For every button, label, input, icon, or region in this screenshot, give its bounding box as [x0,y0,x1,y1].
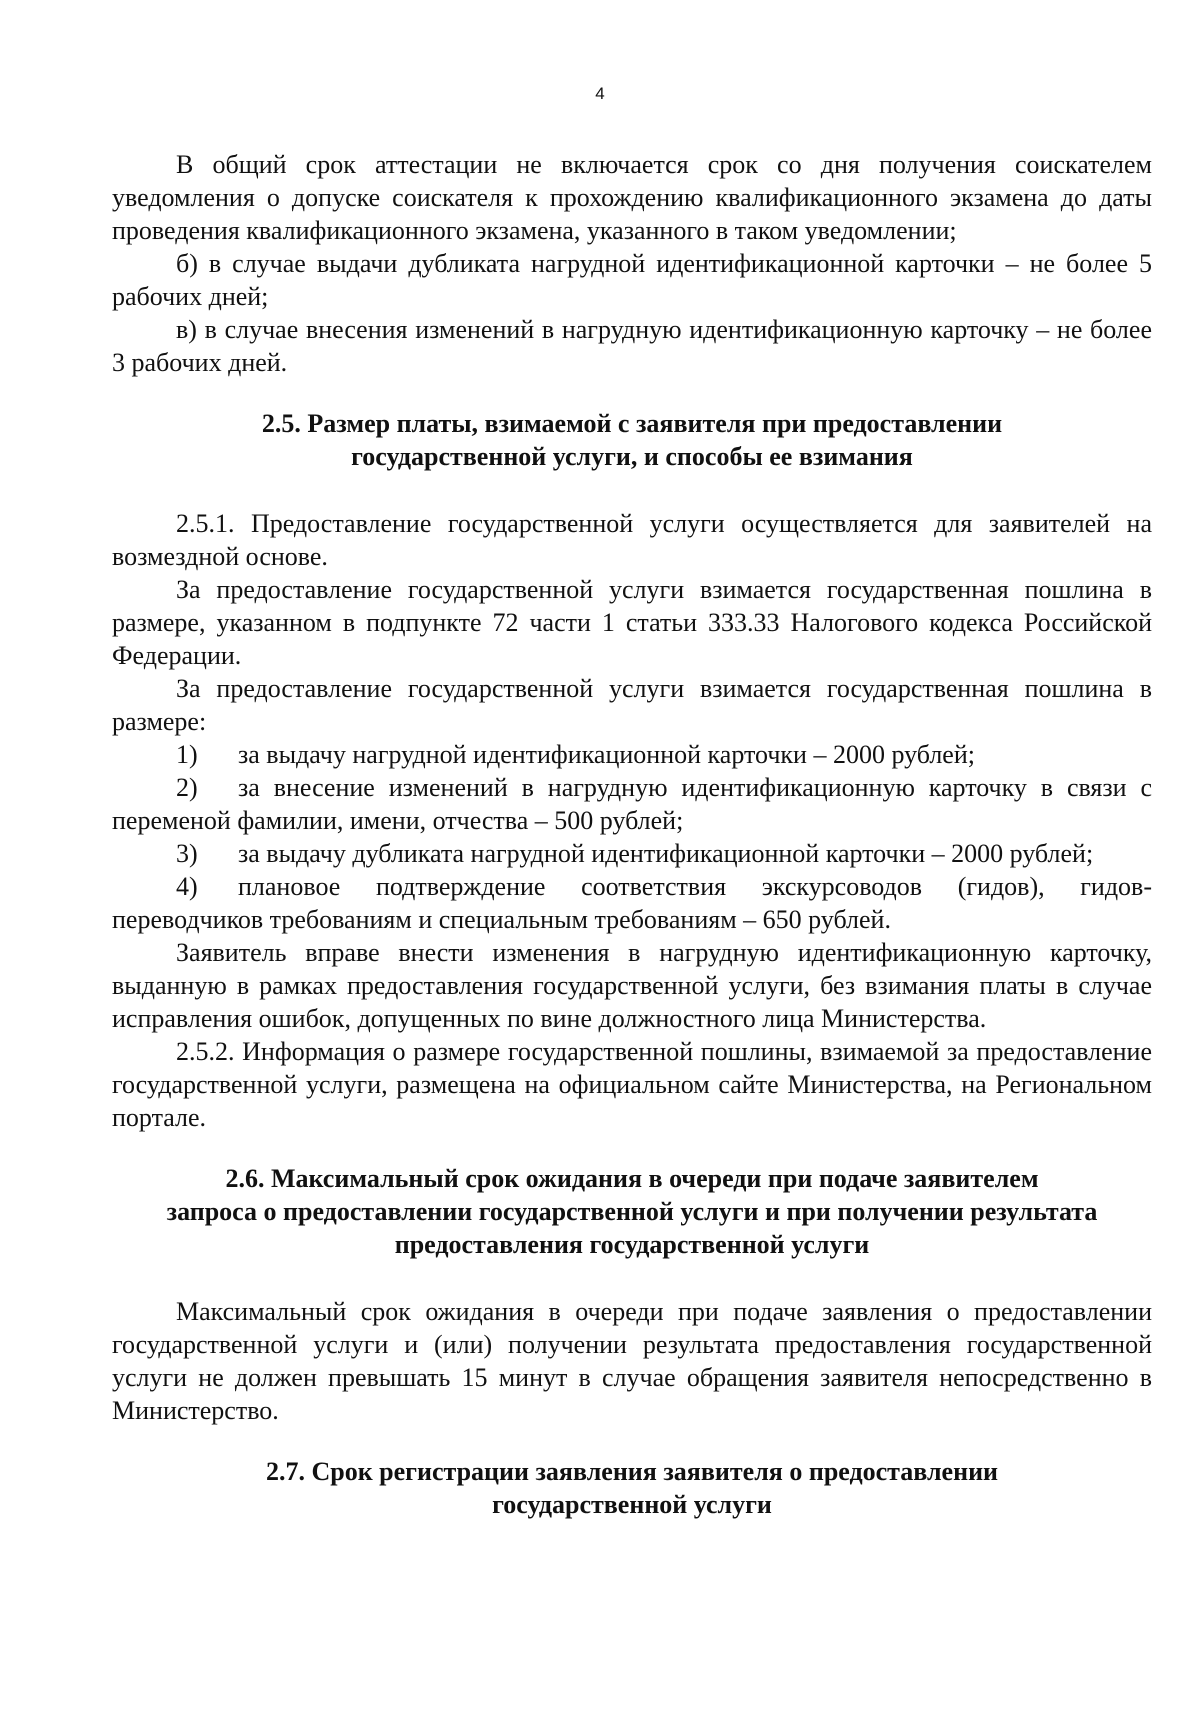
list-text: за выдачу нагрудной идентификационной карточки – 2000 рублей; [238,740,975,769]
section-2-7-heading-line2: государственной услуги [492,1490,772,1519]
queue-time-paragraph: Максимальный срок ожидания в очереди при подаче заявления о предоставлении государственной услуги и (или) получении результата предоставления государственной услуги не должен превышать 15 минут в случае обращения заявителя непосредственно в Министерство. [112,1297,1152,1425]
section-2-5-heading [112,407,1152,473]
list-text: плановое подтверждение соответствия экскурсоводов (гидов), гидов-переводчиков требованиям и специальным требованиям – 650 рублей. [112,872,1152,934]
intro-item-v: в) в случае внесения изменений в нагрудную идентификационную карточку – не более 3 рабочих дней. [112,315,1152,377]
section-2-5-heading-line2: государственной услуги, и способы ее взимания [351,442,913,471]
section-2-6-heading-line3: предоставления государственной услуги [394,1230,870,1259]
fee-list-item [112,738,1152,771]
page-number: 4 [595,84,605,103]
section-2-6-heading [112,1162,1152,1261]
intro-paragraph: В общий срок аттестации не включается срок со дня получения соискателем уведомления о допуске соискателя к прохождению квалификационного экзамена до даты проведения квалификационного экзамена, указанного в таком уведомлении; [112,150,1152,245]
section-2-6-heading-line2: запроса о предоставлении государственной услуги и при получении результата [166,1197,1098,1226]
list-number: 3) [176,839,198,868]
free-correction-paragraph: Заявитель вправе внести изменения в нагрудную идентификационную карточку, выданную в рамках предоставления государственной услуги, без взимания платы в случае исправления ошибок, допущенных по вине должностного лица Министерства. [112,938,1152,1033]
fee-paragraph: За предоставление государственной услуги взимается государственная пошлина в размере, указанном в подпункте 72 части 1 статьи 333.33 Налогового кодекса Российской Федерации. [112,575,1152,670]
list-number: 1) [176,740,198,769]
section-2-5-2-paragraph: 2.5.2. Информация о размере государственной пошлины, взимаемой за предоставление государственной услуги, размещена на официальном сайте Министерства, на Региональном портале. [112,1037,1152,1132]
fee-list-item [112,870,1152,936]
section-2-5-1-paragraph: 2.5.1. Предоставление государственной услуги осуществляется для заявителей на возмездной основе. [112,509,1152,571]
list-text: за внесение изменений в нагрудную идентификационную карточку в связи с переменой фамилии, имени, отчества – 500 рублей; [112,773,1152,835]
intro-item-b: б) в случае выдачи дубликата нагрудной идентификационной карточки – не более 5 рабочих дней; [112,249,1152,311]
section-2-6-heading-line1: 2.6. Максимальный срок ожидания в очереди при подаче заявителем [225,1164,1039,1193]
fee-list-item [112,837,1152,870]
section-2-7-heading-line1: 2.7. Срок регистрации заявления заявителя о предоставлении [265,1457,999,1486]
list-number: 4) [176,872,198,901]
list-number: 2) [176,773,198,802]
document-body [112,148,1152,1521]
section-2-7-heading [112,1455,1152,1521]
list-text: за выдачу дубликата нагрудной идентификационной карточки – 2000 рублей; [238,839,1094,868]
section-2-5-heading-line1: 2.5. Размер платы, взимаемой с заявителя при предоставлении [261,409,1003,438]
fee-list-item [112,771,1152,837]
fee-amounts-intro: За предоставление государственной услуги взимается государственная пошлина в размере: [112,674,1152,736]
